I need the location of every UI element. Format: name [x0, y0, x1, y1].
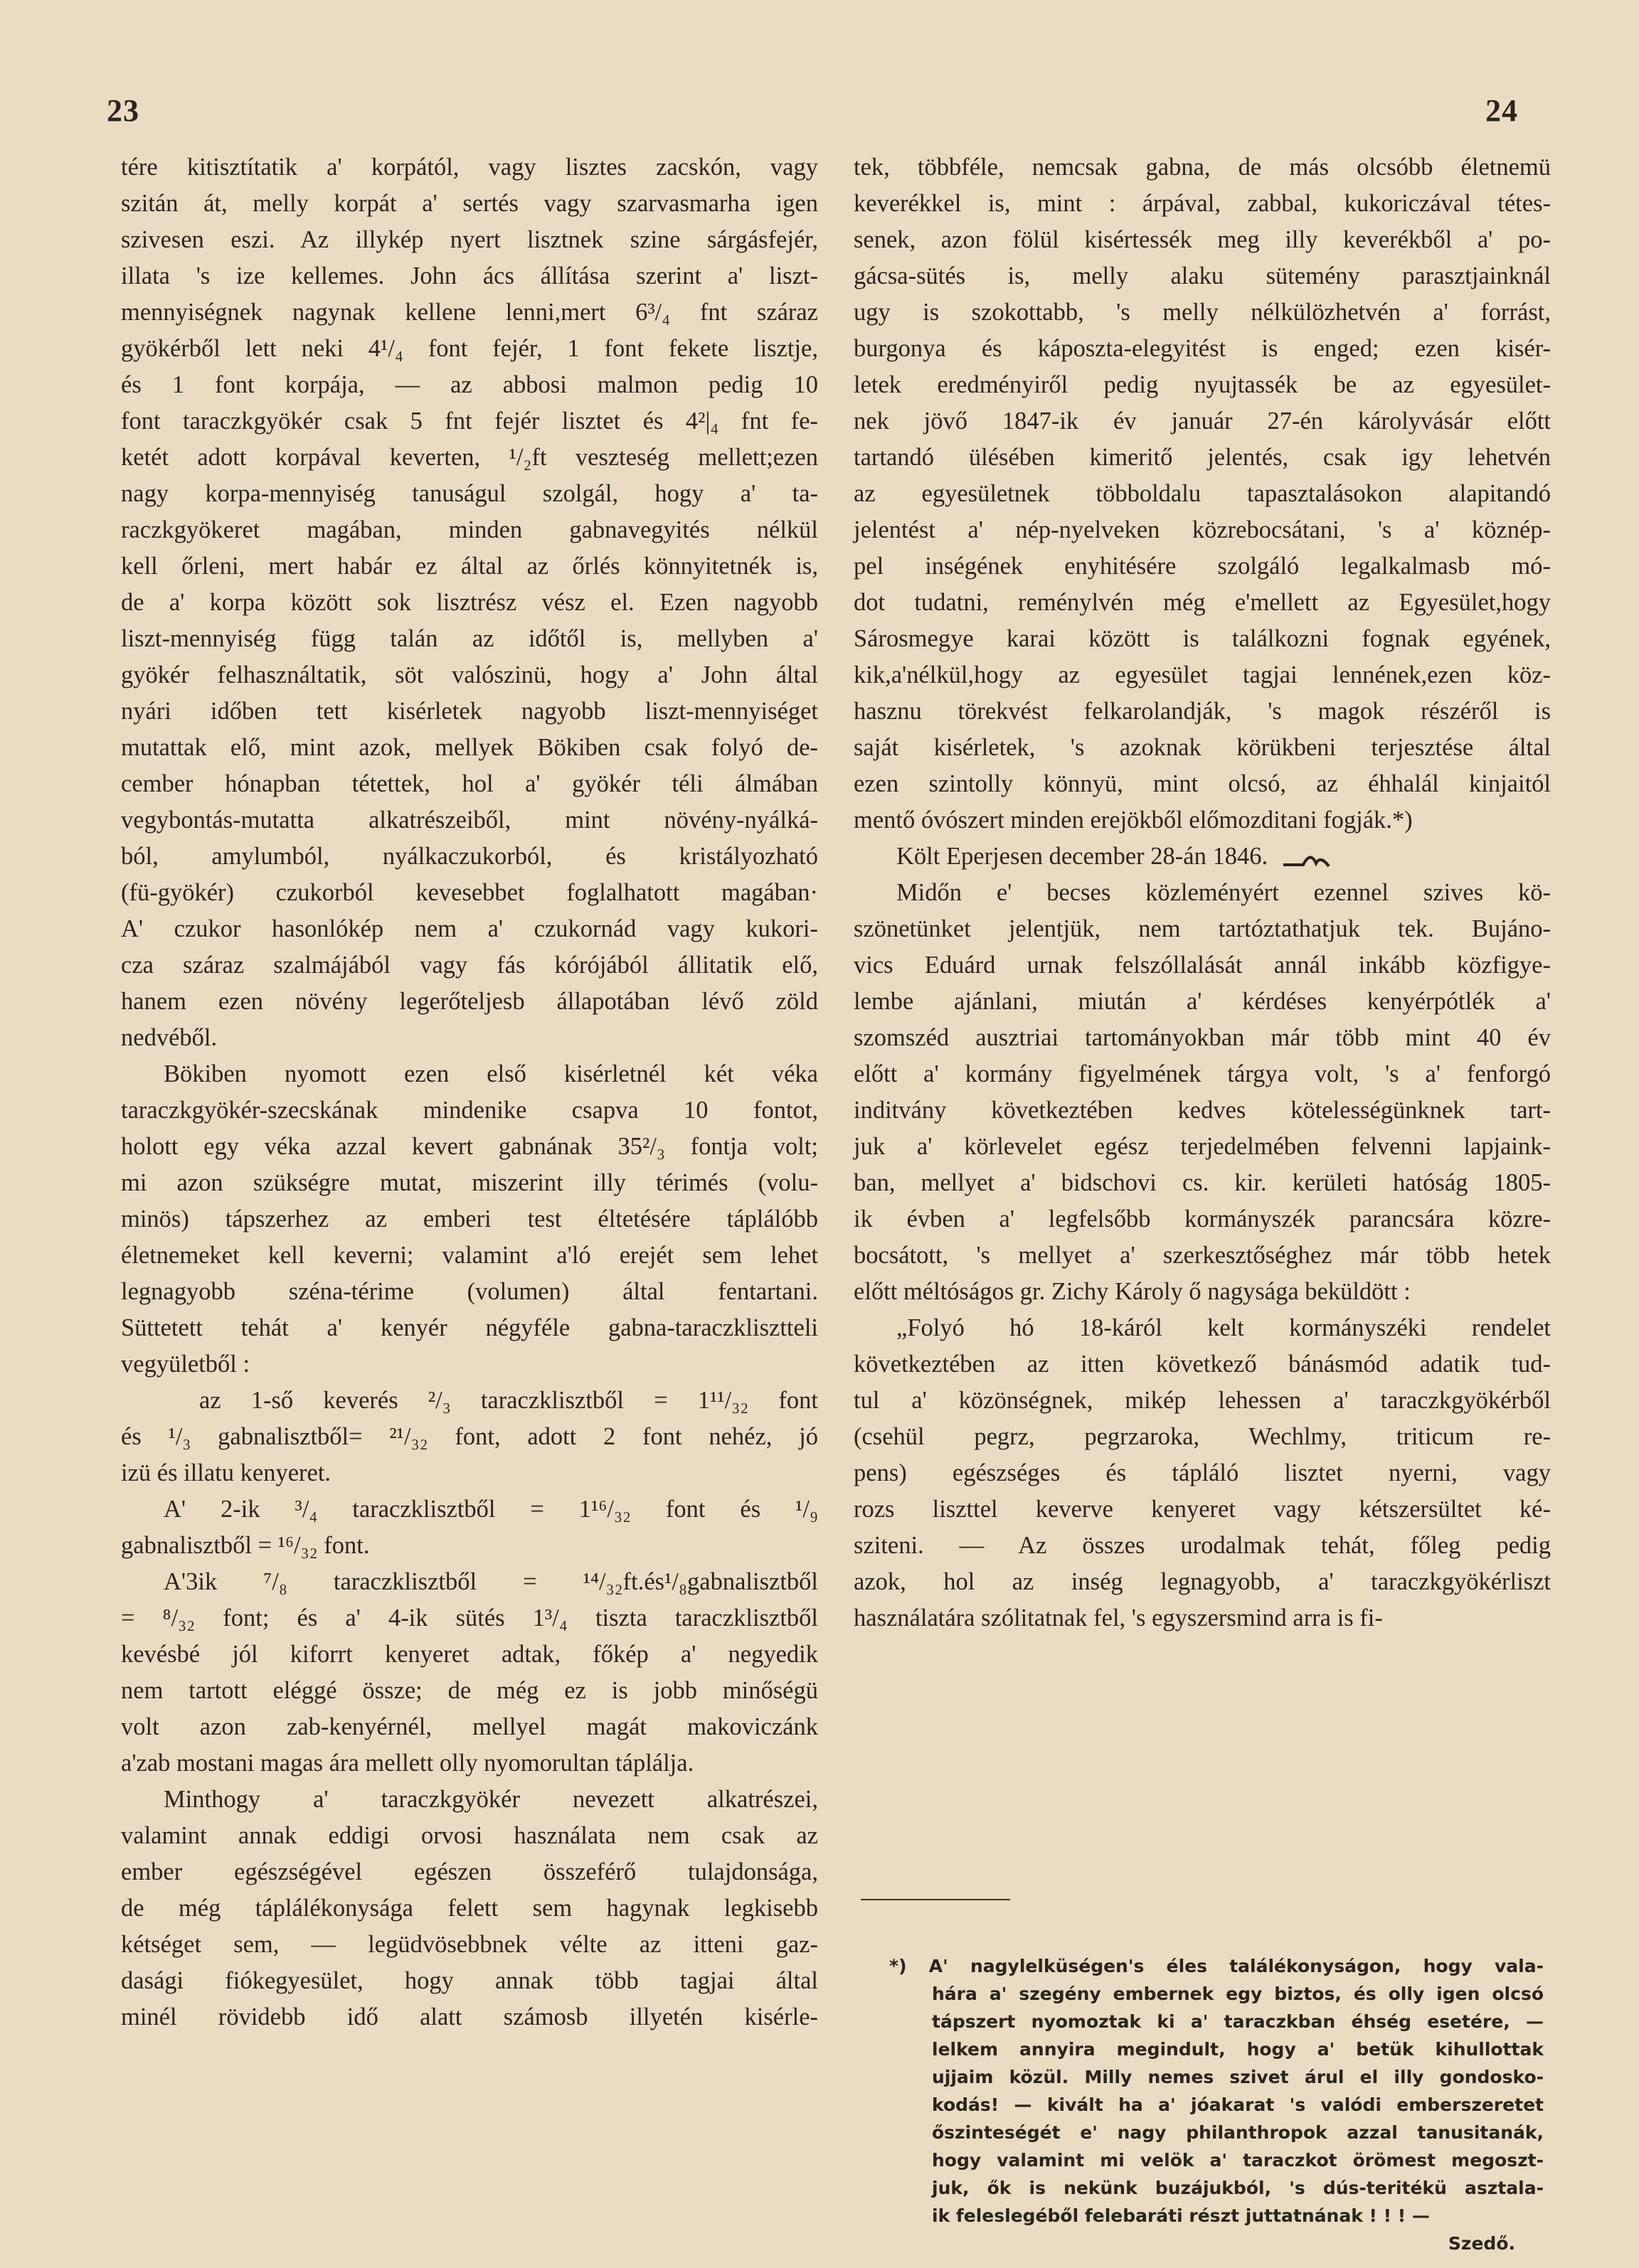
text-line: hogy valamint mi velök a' taraczkot örömest megoszt-	[932, 2150, 1544, 2171]
text-line: tére kitisztítatik a' korpától, vagy lisztes zacskón, vagy	[121, 154, 818, 181]
text-line: az 1-ső keverés ²/₃ taraczklisztből = 1¹¹/₃₂ font	[199, 1387, 818, 1414]
text-line: taraczkgyökér-szecskának mindenike csapva 10 fontot,	[121, 1097, 818, 1124]
text-line: minös) tápszerhez az emberi test éltetésére táplálóbb	[121, 1205, 818, 1233]
text-line: szivesen eszi. Az illykép nyert lisztnek szine sárgásfejér,	[121, 226, 818, 253]
text-line: kevésbé jól kiforrt kenyeret adtak, főkép a' negyedik	[121, 1641, 818, 1668]
footnote-rule	[861, 1899, 1010, 1900]
text-line: hasznu törekvést felkarolandják, 's magok részéről is	[854, 698, 1551, 725]
left-column	[121, 149, 818, 2035]
text-line: lembe ajánlani, miután a' kérdéses kenyérpótlék a'	[854, 988, 1551, 1015]
text-line: előtt méltóságos gr. Zichy Károly ő nagysága beküldött :	[854, 1278, 1411, 1305]
text-line: Minthogy a' taraczkgyökér nevezett alkatrészei,	[164, 1786, 818, 1813]
text-line: és ¹/₃ gabnalisztből= ²¹/₃₂ font, adott 2 font nehéz, jó	[121, 1423, 818, 1450]
text-line: rozs liszttel keverve kenyeret vagy kétszersültet ké-	[854, 1496, 1551, 1523]
text-line: letek eredményiről pedig nyujtassék be az egyesület-	[854, 371, 1551, 398]
text-line: „Folyó hó 18-káról kelt kormányszéki rendelet	[896, 1314, 1551, 1341]
text-line: holott egy véka azzal kevert gabnának 35²/₃ fontja volt;	[121, 1133, 818, 1160]
text-line: pens) egészséges és tápláló lisztet nyerni, vagy	[854, 1459, 1551, 1486]
text-line: pel inségének enyhitésére szolgáló legalkalmasb mó-	[854, 553, 1551, 580]
text-line: kodás! — kivált ha a' jóakarat 's valódi emberszeretet	[932, 2094, 1544, 2115]
text-line: szönetünket jelentjük, nem tartóztathatjuk tek. Bujáno-	[854, 915, 1551, 942]
text-line: ik feleslegéből felebaráti részt juttatnának ! ! ! —	[932, 2205, 1430, 2226]
text-line: Süttetett tehát a' kenyér négyféle gabna-taraczklisztteli	[121, 1314, 818, 1341]
text-line: vegyületből :	[121, 1351, 250, 1378]
text-line: hára a' szegény embernek egy biztos, és olly igen olcsó	[932, 1984, 1544, 2004]
text-line: A' czukor hasonlókép nem a' czukornád vagy kukori-	[121, 915, 818, 942]
text-line: sziteni. — Az összes urodalmak tehát, főleg pedig	[854, 1532, 1551, 1559]
text-line: raczkgyökeret magában, minden gabnavegyités nélkül	[121, 516, 818, 543]
text-line: nem tartott eléggé össze; de még ez is jobb minőségü	[121, 1677, 818, 1704]
text-line: nedvéből.	[121, 1024, 218, 1051]
text-line: (fü-gyökér) czukorból kevesebbet foglalhatott magában·	[121, 879, 818, 906]
text-line: lelkem annyira megindult, hogy a' betük kihullottak	[932, 2039, 1544, 2060]
footnote	[889, 1952, 1544, 2257]
text-line: az egyesületnek többoldalu tapasztalásokon alapitandó	[854, 480, 1551, 507]
text-line: illata 's ize kellemes. John ács állítása szerint a' liszt-	[121, 262, 818, 289]
text-line: őszinteségét e' nagy philanthropok azzal tanusitanák,	[932, 2122, 1544, 2143]
text-line: kik,a'nélkül,hogy az egyesület tagjai lennének,ezen köz-	[854, 661, 1551, 688]
page-number-left: 23	[107, 93, 139, 128]
text-line: Költ Eperjesen december 28-án 1846.	[854, 838, 1551, 875]
text-line: ezen szintolly könnyü, mint olcsó, az éhhalál kinjaitól	[854, 770, 1551, 797]
text-line: vegybontás-mutatta alkatrészeiből, mint növény-nyálká-	[121, 806, 818, 834]
text-line: és 1 font korpája, — az abbosi malmon pedig 10	[121, 371, 818, 398]
text-line: tápszert nyomoztak ki a' taraczkban éhség esetére, —	[932, 2011, 1544, 2032]
text-line: szomszéd ausztriai tartományokban már több mint 40 év	[854, 1024, 1551, 1051]
text-line: ember egészségével egészen összeférő tulajdonsága,	[121, 1858, 818, 1885]
text-line: senek, azon fölül kisértessék meg illy keverékből a' po-	[854, 226, 1551, 253]
text-line: gyökérből lett neki 4¹/₄ font fejér, 1 font fekete lisztje,	[121, 335, 818, 362]
text-line: juk a' körlevelet egész terjedelmében felvenni lapjaink-	[854, 1133, 1551, 1160]
text-line: dasági fiókegyesület, hogy annak több tagjai által	[121, 1967, 818, 1994]
text-line: mennyiségnek nagynak kellene lenni,mert 6³/₄ fnt száraz	[121, 299, 818, 326]
text-line: hanem ezen növény legerőteljesb állapotában lévő zöld	[121, 988, 818, 1015]
text-line: burgonya és káposzta-elegyitést is enged; ezen kisér-	[854, 335, 1551, 362]
text-line: tul a' közönségnek, mikép lehessen a' taraczkgyökérből	[854, 1387, 1551, 1414]
text-line: Szedő.	[1448, 2233, 1515, 2254]
text-line: nyári időben tett kisérletek nagyobb liszt-mennyiséget	[121, 698, 818, 725]
text-line: a'zab mostani magas ára mellett olly nyomorultan táplálja.	[121, 1750, 694, 1777]
text-line: gyökér felhasználtatik, söt valószinü, hogy a' John által	[121, 661, 818, 688]
text-line: szitán át, melly korpát a' sertés vagy szarvasmarha igen	[121, 190, 818, 217]
text-line: ketét adott korpával keverten, ¹/₂ft veszteség mellett;ezen	[121, 444, 818, 471]
text-line: ból, amylumból, nyálkaczukorból, és kristályozható	[121, 843, 818, 870]
text-line: mentő óvószert minden erejökből előmozditani fogják.*)	[854, 806, 1413, 834]
text-line: bocsátott, 's mellyet a' szerkesztőséghez már több hetek	[854, 1242, 1551, 1269]
right-column	[854, 149, 1551, 1636]
text-line: A'3ik ⁷/₈ taraczklisztből = ¹⁴/₃₂ft.és¹/₈gabnalisztből	[164, 1568, 818, 1595]
text-line: kétséget sem, — legüdvösebbnek vélte az itteni gaz-	[121, 1931, 818, 1958]
text-line: előtt a' kormány figyelmének tárgya volt, 's a' fenforgó	[854, 1060, 1551, 1087]
text-line: ujjaim közül. Milly nemes szivet árul el illy gondosko-	[932, 2067, 1544, 2087]
text-line: minél rövidebb idő alatt számosb illyetén kisérle-	[121, 2003, 818, 2030]
text-line: életnemeket kell keverni; valamint a'ló erejét sem lehet	[121, 1242, 818, 1269]
text-line: Sárosmegye karai között is találkozni fognak egyének,	[854, 625, 1551, 652]
text-line: azok, hol az inség legnagyobb, a' taraczkgyökérliszt	[854, 1568, 1551, 1595]
text-line: vics Eduárd urnak felszóllalását annál inkább közfigye-	[854, 952, 1551, 979]
text-line: nek jövő 1847-ik év január 27-én károlyvásár előtt	[854, 408, 1551, 435]
text-line: cza száraz szalmájából vagy fás kórójából állitatik elő,	[121, 952, 818, 979]
text-line: keverékkel is, mint : árpával, zabbal, kukoriczával tétes-	[854, 190, 1551, 217]
text-line: cember hónapban tétettek, hol a' gyökér téli álmában	[121, 770, 818, 797]
text-line: tek, többféle, nemcsak gabna, de más olcsóbb életnemü	[854, 154, 1551, 181]
text-line: juk, ők is nekünk buzájukból, 's dús-teritékü asztala-	[932, 2178, 1544, 2198]
text-line: gabnalisztből = ¹⁶/₃₂ font.	[121, 1532, 370, 1559]
text-line: kell őrleni, mert habár ez által az őrlés könnyitetnék is,	[121, 553, 818, 580]
text-line: ik évben a' legfelsőbb kormányszék parancsára közre-	[854, 1205, 1551, 1233]
text-line: saját kisérletek, 's azoknak körükbeni terjesztése által	[854, 734, 1551, 761]
text-line: Bökiben nyomott ezen első kisérletnél két véka	[164, 1060, 818, 1087]
text-line: legnagyobb széna-térime (volumen) által fentartani.	[121, 1278, 818, 1305]
text-line: ban, mellyet a' bidschovi cs. kir. kerületi hatóság 1805-	[854, 1169, 1551, 1196]
text-line: jelentést a' nép-nyelveken közrebocsátani, 's a' köznép-	[854, 516, 1551, 543]
text-line: Midőn e' becses közleményért ezennel szives kö-	[896, 879, 1551, 906]
page-number-right: 24	[1485, 93, 1518, 128]
text-line: tartandó ülésében kimeritő jelentés, csak igy lehetvén	[854, 444, 1551, 471]
text-line: izü és illatu kenyeret.	[121, 1459, 331, 1486]
text-line: mi azon szükségre mutat, miszerint illy térimés (volu-	[121, 1169, 818, 1196]
text-line: A' 2-ik ³/₄ taraczklisztből = 1¹⁶/₃₂ font és ¹/₉	[164, 1496, 818, 1523]
text-line: de a' korpa között sok lisztrész vész el. Ezen nagyobb	[121, 589, 818, 616]
text-line: *) A' nagylelküségen's éles találékonyságon, hogy vala-	[889, 1956, 1544, 1976]
text-line: mutattak elő, mint azok, mellyek Bökiben csak folyó de-	[121, 734, 818, 761]
text-line: liszt-mennyiség függ talán az időtől is, mellyben a'	[121, 625, 818, 652]
text-line: (csehül pegrz, pegrzaroka, Wechlmy, triticum re-	[854, 1423, 1551, 1450]
text-line: gácsa-sütés is, melly alaku sütemény parasztjainknál	[854, 262, 1551, 289]
flourish-mark-icon	[1282, 848, 1332, 869]
text-line: ugy is szokottabb, 's melly nélkülözhetvén a' forrást,	[854, 299, 1551, 326]
text-line: = ⁸/₃₂ font; és a' 4-ik sütés 1³/₄ tiszta taraczklisztből	[121, 1604, 818, 1631]
text-line: inditvány következtében kedves kötelességünknek tart-	[854, 1097, 1551, 1124]
text-line: de még táplálékonysága felett sem hagynak legkisebb	[121, 1895, 818, 1922]
text-line: következtében az itten következő bánásmód adatik tud-	[854, 1351, 1551, 1378]
text-line: nagy korpa-mennyiség tanuságul szolgál, hogy a' ta-	[121, 480, 818, 507]
text-line: használatára szólitatnak fel, 's egyszersmind arra is fi-	[854, 1604, 1383, 1631]
text-line: valamint annak eddigi orvosi használata nem csak az	[121, 1822, 818, 1849]
text-line: volt azon zab-kenyérnél, mellyel magát makoviczánk	[121, 1713, 818, 1740]
text-line: font taraczkgyökér csak 5 fnt fejér lisztet és 4²|₄ fnt fe-	[121, 408, 818, 435]
text-line: dot tudatni, reménylvén még e'mellett az Egyesület,hogy	[854, 589, 1551, 616]
